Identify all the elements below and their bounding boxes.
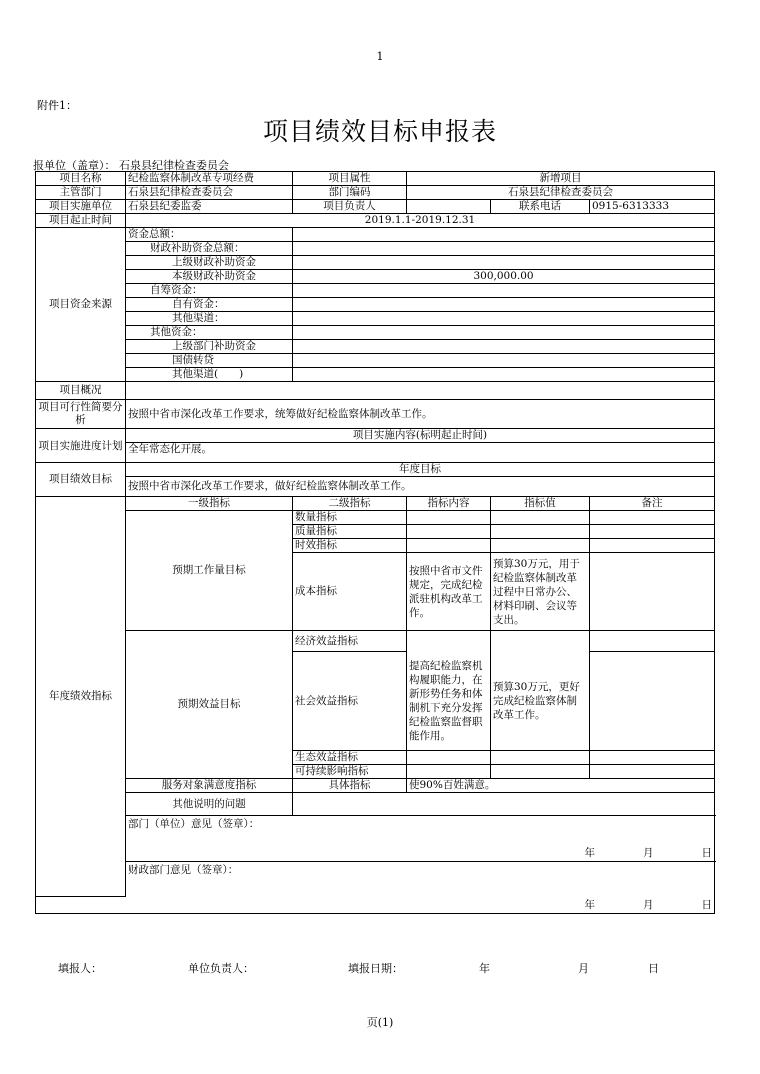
funds-value <box>293 298 715 312</box>
unit-leader-label: 单位负责人： <box>188 962 254 975</box>
phone-label: 联系电话 <box>491 200 590 214</box>
funds-item: 上级部门补助资金 <box>126 340 293 354</box>
dept-opinion-label: 部门（单位）意见（签章）： <box>126 816 715 845</box>
page-number: 1 <box>376 50 384 63</box>
performance-form-table <box>35 171 715 914</box>
funds-item: 其他渠道( ) <box>126 368 293 382</box>
page-footer: 页(1) <box>366 1016 394 1029</box>
funds-value <box>293 340 715 354</box>
dept-label: 主管部门 <box>36 186 126 200</box>
reporting-unit: 报单位（盖章）： 石泉县纪律检查委员会 <box>33 159 229 172</box>
annual-goal-header: 年度目标 <box>126 463 715 477</box>
other-label: 其他说明的问题 <box>126 793 293 816</box>
impl-unit-value: 石泉县纪委监委 <box>126 200 293 214</box>
specific-label: 具体指标 <box>293 779 407 793</box>
dept-code-label: 部门编码 <box>293 186 407 200</box>
indicator-ecological: 生态效益指标 <box>293 751 407 765</box>
funds-item: 自有资金： <box>126 298 293 312</box>
impl-unit-label: 项目实施单位 <box>36 200 126 214</box>
indicator-economic: 经济效益指标 <box>293 631 407 652</box>
annual-goal-text: 按照中省市深化改革工作要求，做好纪检监察体制改革工作。 <box>126 477 715 497</box>
leader-value <box>407 200 491 214</box>
social-value: 预算30万元，更好完成纪检监察体制改革工作。 <box>491 652 590 751</box>
dept-value: 石泉县纪律检查委员会 <box>126 186 293 200</box>
other-value <box>293 793 715 816</box>
leader-label: 项目负责人 <box>293 200 407 214</box>
date-month: 月 <box>643 846 654 859</box>
indicator-social: 社会效益指标 <box>293 652 407 751</box>
finance-opinion-date <box>36 897 715 914</box>
fill-date-day: 日 <box>648 962 659 975</box>
fill-date-year: 年 <box>479 962 490 975</box>
perf-goal-label: 项目绩效目标 <box>36 463 126 497</box>
benefit-target-label: 预期效益目标 <box>126 631 293 779</box>
feasibility-text: 按照中省市深化改革工作要求，统筹做好纪检监察体制改革工作。 <box>126 400 715 429</box>
funds-item: 本级财政补助资金 <box>126 270 293 284</box>
header-note: 备注 <box>590 497 715 511</box>
fill-date-month: 月 <box>578 962 589 975</box>
overview-label: 项目概况 <box>36 382 126 400</box>
project-attr-value: 新增项目 <box>407 172 715 186</box>
project-name-label: 项目名称 <box>36 172 126 186</box>
cost-value: 预算30万元，用于纪检监察体制改革过程中日常办公、材料印刷、会议等支出。 <box>491 553 590 631</box>
funds-value <box>293 312 715 326</box>
indicators-label: 年度绩效指标 <box>36 497 126 897</box>
funds-item: 上级财政补助资金 <box>126 256 293 270</box>
date-month: 月 <box>643 898 654 911</box>
indicator-quality: 质量指标 <box>293 525 407 539</box>
project-attr-label: 项目属性 <box>293 172 407 186</box>
funds-item: 财政补助资金总额： <box>126 242 293 256</box>
filler-label: 填报人： <box>58 962 102 975</box>
project-name-value: 纪检监察体制改革专项经费 <box>126 172 293 186</box>
funds-value <box>293 256 715 270</box>
finance-opinion-label: 财政部门意见（签章）： <box>126 862 715 897</box>
period-value: 2019.1.1-2019.12.31 <box>126 214 715 228</box>
funds-item: 其他渠道： <box>126 312 293 326</box>
funds-value <box>293 284 715 298</box>
schedule-label: 项目实施进度计划 <box>36 429 126 463</box>
funds-item: 自筹资金： <box>126 284 293 298</box>
satisfaction-value: 使90%百姓满意。 <box>407 779 715 793</box>
header-content: 指标内容 <box>407 497 491 511</box>
indicator-cost: 成本指标 <box>293 553 407 631</box>
funds-value <box>293 368 715 382</box>
funds-value <box>293 242 715 256</box>
funds-value <box>293 354 715 368</box>
schedule-text: 全年常态化开展。 <box>126 443 715 463</box>
schedule-header: 项目实施内容(标明起止时间) <box>126 429 715 443</box>
period-label: 项目起止时间 <box>36 214 126 228</box>
social-content: 提高纪检监察机构履职能力，在新形势任务和体制机下充分发挥纪检监察监督职能作用。 <box>407 652 491 751</box>
overview-value <box>126 382 715 400</box>
work-target-label: 预期工作量目标 <box>126 511 293 631</box>
funds-value <box>293 228 715 242</box>
fill-date-label: 填报日期： <box>348 962 403 975</box>
indicator-timeliness: 时效指标 <box>293 539 407 553</box>
date-day: 日 <box>701 846 713 859</box>
indicator-sustainable: 可持续影响指标 <box>293 765 407 779</box>
feasibility-label: 项目可行性简要分析 <box>36 400 126 429</box>
page-title: 项目绩效目标申报表 <box>262 117 497 146</box>
funds-label: 项目资金来源 <box>36 228 126 382</box>
satisfaction-label: 服务对象满意度指标 <box>126 779 293 793</box>
date-year: 年 <box>584 846 596 859</box>
cost-content: 按照中省市文件规定，完成纪检派驻机构改革工作。 <box>407 553 491 631</box>
funds-item: 其他资金： <box>126 326 293 340</box>
attachment-label: 附件1： <box>37 99 77 112</box>
funds-item: 国债转贷 <box>126 354 293 368</box>
header-level1: 一级指标 <box>126 497 293 511</box>
header-level2: 二级指标 <box>293 497 407 511</box>
local-funds-amount: 300,000.00 <box>293 270 715 284</box>
funds-value <box>293 326 715 340</box>
header-value: 指标值 <box>491 497 590 511</box>
date-day: 日 <box>701 898 713 911</box>
dept-opinion-date <box>126 845 715 862</box>
phone-value: 0915-6313333 <box>590 200 715 214</box>
indicator-quantity: 数量指标 <box>293 511 407 525</box>
date-year: 年 <box>584 898 596 911</box>
dept-code-value: 石泉县纪律检查委员会 <box>407 186 715 200</box>
funds-item: 资金总额： <box>126 228 293 242</box>
